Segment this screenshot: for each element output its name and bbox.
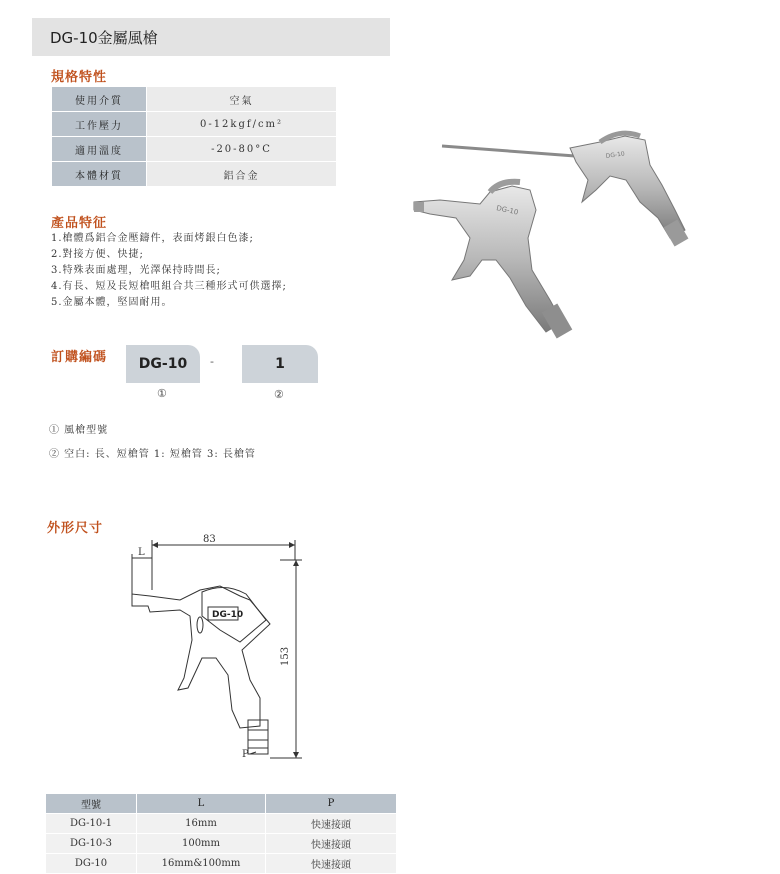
table-row xyxy=(46,814,397,834)
table-cell: 快速接頭 xyxy=(266,834,397,854)
code-dash: - xyxy=(210,355,214,368)
spec-value: 空氣 xyxy=(147,87,337,112)
page-title: DG-10金屬風槍 xyxy=(50,29,158,47)
height-label: 153 xyxy=(280,646,291,666)
table-cell: 16mm&100mm xyxy=(137,854,266,874)
features-list xyxy=(51,231,287,311)
dimension-drawing xyxy=(120,530,310,765)
spec-value: 鋁合金 xyxy=(147,162,337,187)
feature-item: 2.對接方便、快捷; xyxy=(51,249,144,260)
table-row xyxy=(46,834,397,854)
option-code-box: 1 xyxy=(242,345,318,383)
spec-label: 使用介質 xyxy=(52,87,147,112)
features-heading: 產品特征 xyxy=(51,216,108,231)
table-header: P xyxy=(266,794,397,814)
title-bar xyxy=(32,18,390,56)
spec-row xyxy=(52,137,337,162)
spec-value: 0-12kgf/cm² xyxy=(147,112,337,137)
spec-heading: 規格特性 xyxy=(51,70,108,85)
l-label: L xyxy=(138,547,145,558)
table-cell: 16mm xyxy=(137,814,266,834)
feature-item: 1.槍體爲鋁合金壓鑄件，表面烤銀白色漆; xyxy=(51,233,254,244)
table-cell: DG-10 xyxy=(46,854,137,874)
p-label: P xyxy=(242,749,249,760)
spec-label: 適用溫度 xyxy=(52,137,147,162)
photo-label-front: DG-10 xyxy=(495,204,520,217)
model-code-box: DG-10 xyxy=(126,345,200,383)
table-header: L xyxy=(137,794,266,814)
order-heading: 訂購編碼 xyxy=(51,350,108,365)
photo-label-back: DG-10 xyxy=(605,150,626,160)
spec-row xyxy=(52,87,337,112)
width-label: 83 xyxy=(203,534,216,545)
table-cell: DG-10-1 xyxy=(46,814,137,834)
marker-2: ② xyxy=(274,388,284,401)
table-row xyxy=(46,854,397,874)
table-cell: 快速接頭 xyxy=(266,854,397,874)
product-photo xyxy=(400,110,720,350)
note-model: ① 風槍型號 xyxy=(49,425,109,436)
marker-1: ① xyxy=(157,387,167,400)
note-options: ② 空白: 長、短槍管 1: 短槍管 3: 長槍管 xyxy=(49,449,256,460)
table-cell: 快速接頭 xyxy=(266,814,397,834)
spec-label: 本體材質 xyxy=(52,162,147,187)
dimension-heading: 外形尺寸 xyxy=(47,521,104,536)
table-cell: 100mm xyxy=(137,834,266,854)
body-label: DG-10 xyxy=(212,610,244,620)
spec-row xyxy=(52,112,337,137)
feature-item: 3.特殊表面處理，光澤保持時間長; xyxy=(51,265,221,276)
spec-value: -20-80°C xyxy=(147,137,337,162)
table-header: 型號 xyxy=(46,794,137,814)
feature-item: 5.金屬本體，堅固耐用。 xyxy=(51,297,173,308)
short-nozzle-gun xyxy=(414,182,572,339)
spec-label: 工作壓力 xyxy=(52,112,147,137)
table-cell: DG-10-3 xyxy=(46,834,137,854)
dimension-table xyxy=(45,793,397,874)
table-header-row xyxy=(46,794,397,814)
spec-table xyxy=(51,86,337,187)
spec-row xyxy=(52,162,337,187)
feature-item: 4.有長、短及長短槍咀組合共三種形式可供選擇; xyxy=(51,281,287,292)
